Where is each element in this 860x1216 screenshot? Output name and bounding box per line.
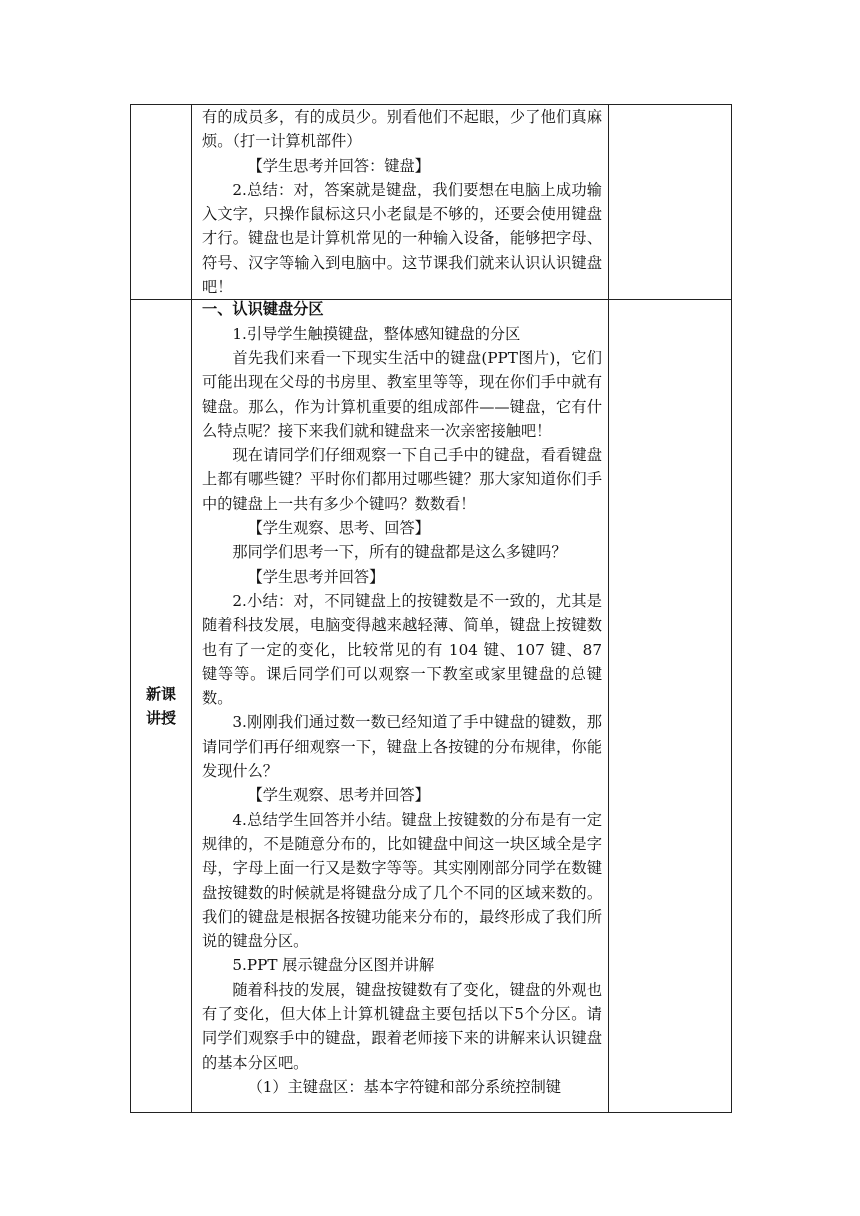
section-label-cell <box>131 300 192 1113</box>
paragraph: 随着科技的发展，键盘按键数有了变化，键盘的外观也有了变化，但大体上计算机键盘主要包括以下5个分区。请同学们观察手中的键盘，跟着老师接下来的讲解来认识键盘的基本分区吧。 <box>202 980 602 1072</box>
content-cell <box>192 300 609 1113</box>
paragraph: 首先我们来看一下现实生活中的键盘(PPT图片)，它们可能出现在父母的书房里、教室里等等，现在你们手中就有键盘。那么，作为计算机重要的组成部件——键盘，它有什么特点呢？接下来我们就和键盘来一次亲密接触吧！ <box>202 348 602 440</box>
paragraph: 【学生思考并回答：键盘】 <box>247 156 430 175</box>
paragraph: 5.PPT 展示键盘分区图并讲解 <box>232 956 435 975</box>
notes-cell <box>609 300 732 1113</box>
table-row <box>131 300 732 1113</box>
lesson-plan-table <box>130 104 732 1113</box>
table-row <box>131 105 732 300</box>
paragraph: 那同学们思考一下，所有的键盘都是这么多键吗？ <box>232 543 567 562</box>
section-label-cell <box>131 105 192 300</box>
content-cell <box>192 105 609 300</box>
paragraph: 3.刚刚我们通过数一数已经知道了手中键盘的键数，那请同学们再仔细观察一下，键盘上各按键的分布规律，你能发现什么？ <box>202 713 602 781</box>
paragraph: 4.总结学生回答并小结。键盘上按键数的分布是有一定规律的，不是随意分布的，比如键盘中间这一块区域全是字母，字母上面一行又是数字等等。其实刚刚部分同学在数键盘按键数的时候就是将键盘分成了几个不同的区域来数的。我们的键盘是根据各按键功能来分布的，最终形成了我们所说的键盘分区。 <box>202 810 602 951</box>
paragraph: 【学生思考并回答】 <box>247 567 385 586</box>
section-heading: 一、认识键盘分区 <box>202 300 324 319</box>
paragraph: 现在请同学们仔细观察一下自己手中的键盘，看看键盘上都有哪些键？平时你们都用过哪些键？那大家知道你们手中的键盘上一共有多少个键吗？数数看！ <box>202 446 602 513</box>
paragraph: 2.总结：对，答案就是键盘，我们要想在电脑上成功输入文字，只操作鼠标这只小老鼠是不够的，还要会使用键盘才行。键盘也是计算机常见的一种输入设备，能够把字母、符号、汉字等输入到电脑中。这节课我们就来认识认识键盘吧！ <box>202 180 602 297</box>
section-label-line1: 新课 <box>145 685 176 704</box>
paragraph: 【学生观察、思考、回答】 <box>247 519 430 538</box>
notes-cell <box>609 105 732 300</box>
paragraph: 2.小结：对，不同键盘上的按键数是不一致的，尤其是随着科技发展，电脑变得越来越轻薄、简单，键盘上按键数也有了一定的变化，比较常见的有 104 键、107 键、87 键等等。课后同学们可以观察一下教室或家里键盘的总键数。 <box>202 591 602 708</box>
paragraph: 1.引导学生触摸键盘，整体感知键盘的分区 <box>232 324 521 343</box>
paragraph: 有的成员多，有的成员少。别看他们不起眼，少了他们真麻烦。（打一计算机部件） <box>202 108 602 151</box>
paragraph: 【学生观察、思考并回答】 <box>247 786 430 805</box>
paragraph: （1）主键盘区：基本字符键和部分系统控制键 <box>247 1077 561 1096</box>
section-label-line2: 讲授 <box>145 709 176 728</box>
